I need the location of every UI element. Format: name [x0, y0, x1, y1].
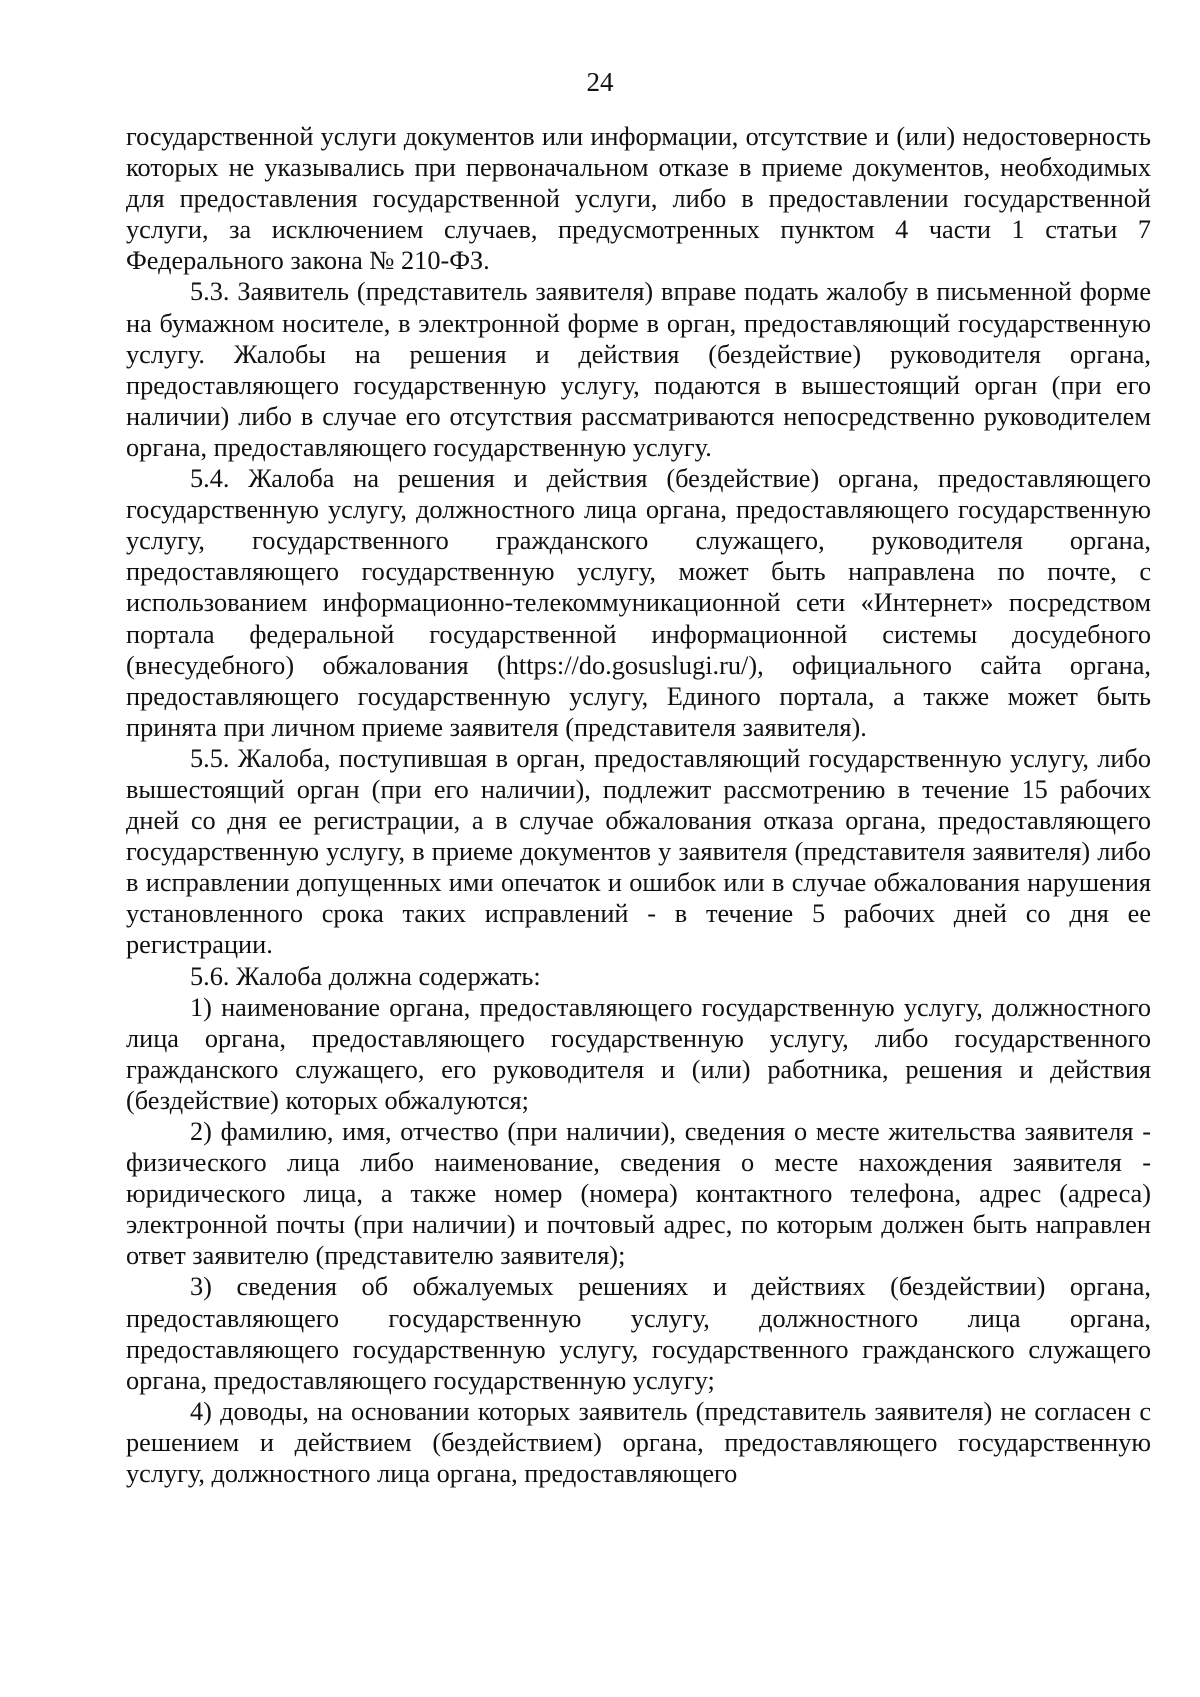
- paragraph-continuation: государственной услуги документов или информации, отсутствие и (или) недостоверность которых не указывались при первоначальном отказе в приеме документов, необходимых для предоставления государственной услуги, либо в предоставлении государственной услуги, за исключением случаев, предусмотренных пунктом 4 части 1 статьи 7 Федерального закона № 210-ФЗ.: [126, 122, 1151, 276]
- list-item-3: 3) сведения об обжалуемых решениях и действиях (бездействии) органа, предоставляющего государственную услугу, должностного лица органа, предоставляющего государственную услугу, государственного гражданского служащего органа, предоставляющего государственную услугу;: [126, 1272, 1151, 1395]
- list-item-2: 2) фамилию, имя, отчество (при наличии), сведения о месте жительства заявителя - физического лица либо наименование, сведения о месте нахождения заявителя - юридического лица, а также номер (номера) контактного телефона, адрес (адреса) электронной почты (при наличии) и почтовый адрес, по которым должен быть направлен ответ заявителю (представителю заявителя);: [126, 1117, 1151, 1271]
- paragraph-5-4: 5.4. Жалоба на решения и действия (бездействие) органа, предоставляющего государственную услугу, должностного лица органа, предоставляющего государственную услугу, государственного гражданского служащего, руководителя органа, предоставляющего государственную услугу, может быть направлена по почте, с использованием информационно-телекоммуникационной сети «Интернет» посредством портала федеральной государственной информационной системы досудебного (внесудебного) обжалования (https://do.gosuslugi.ru/), официального сайта органа, предоставляющего государственную услугу, Единого портала, а также может быть принята при личном приеме заявителя (представителя заявителя).: [126, 464, 1151, 742]
- page-number: 24: [586, 67, 614, 97]
- paragraph-5-5: 5.5. Жалоба, поступившая в орган, предоставляющий государственную услугу, либо вышестоящий орган (при его наличии), подлежит рассмотрению в течение 15 рабочих дней со дня ее регистрации, а в случае обжалования отказа органа, предоставляющего государственную услугу, в приеме документов у заявителя (представителя заявителя) либо в исправлении допущенных ими опечаток и ошибок или в случае обжалования нарушения установленного срока таких исправлений - в течение 5 рабочих дней со дня ее регистрации.: [126, 743, 1151, 960]
- list-item-1: 1) наименование органа, предоставляющего государственную услугу, должностного лица органа, предоставляющего государственную услугу, либо государственного гражданского служащего, его руководителя и (или) работника, решения и действия (бездействие) которых обжалуются;: [126, 992, 1151, 1115]
- list-item-4: 4) доводы, на основании которых заявитель (представитель заявителя) не согласен с решением и действием (бездействием) органа, предоставляющего государственную услугу, должностного лица органа, предоставляющего: [126, 1396, 1151, 1489]
- document-body: [126, 121, 1151, 1489]
- paragraph-5-3: 5.3. Заявитель (представитель заявителя) вправе подать жалобу в письменной форме на бумажном носителе, в электронной форме в орган, предоставляющий государственную услугу. Жалобы на решения и действия (бездействие) руководителя органа, предоставляющего государственную услугу, подаются в вышестоящий орган (при его наличии) либо в случае его отсутствия рассматриваются непосредственно руководителем органа, предоставляющего государственную услугу.: [126, 277, 1151, 462]
- paragraph-5-6: 5.6. Жалоба должна содержать:: [190, 961, 541, 991]
